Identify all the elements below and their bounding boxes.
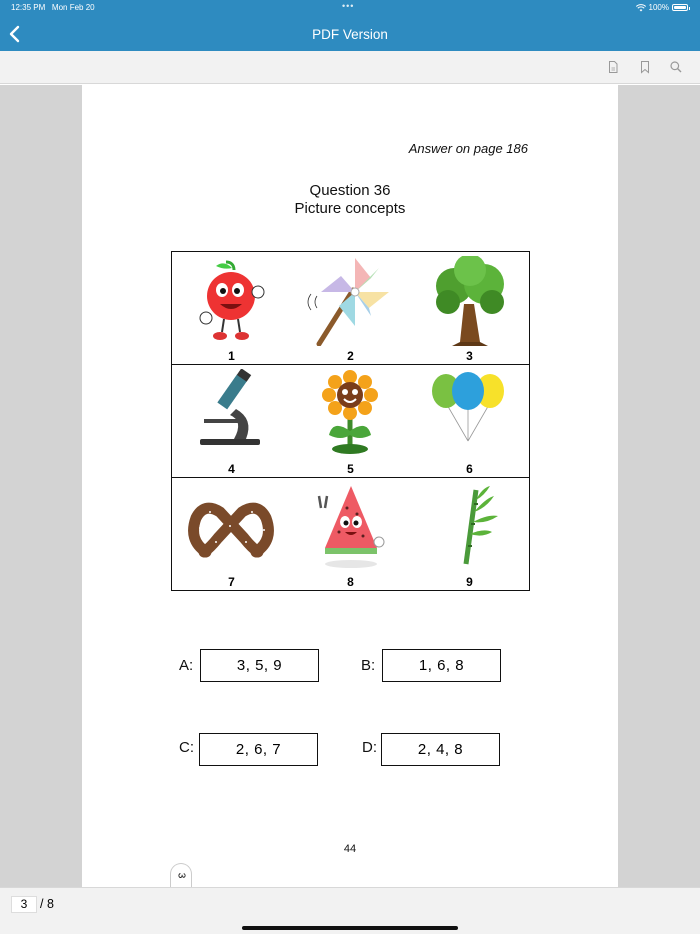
page-footer: [0, 887, 700, 934]
grid-row: [172, 252, 529, 365]
side-tab-label: 3: [175, 872, 187, 879]
grid-cell: [172, 252, 291, 365]
grid-cell: [291, 252, 410, 365]
grid-cell: [410, 365, 529, 478]
grid-row: [172, 478, 529, 591]
grid-cell: [172, 365, 291, 478]
wifi-icon: [636, 4, 646, 12]
cell-number: 7: [228, 575, 235, 589]
cell-number: 6: [466, 462, 473, 476]
grid-cell: [291, 478, 410, 591]
battery-percent: 100%: [648, 3, 669, 12]
tree-icon: [424, 256, 514, 346]
microscope-icon: [186, 369, 276, 459]
option-b-label: B:: [361, 657, 376, 674]
option-d-label: D:: [362, 739, 377, 756]
page-side-tab[interactable]: [170, 863, 192, 887]
picture-grid: [171, 251, 530, 591]
option-c-box[interactable]: 2, 6, 7: [199, 733, 318, 766]
cell-number: 5: [347, 462, 354, 476]
option-d-box[interactable]: 2, 4, 8: [381, 733, 500, 766]
pdf-page: [82, 85, 618, 887]
option-b-box[interactable]: 1, 6, 8: [382, 649, 501, 682]
question-subtitle: Picture concepts: [294, 200, 406, 217]
pinwheel-icon: [305, 256, 395, 346]
cell-number: 1: [228, 349, 235, 363]
page-number: 44: [343, 843, 357, 855]
option-a-label: A:: [179, 657, 194, 674]
document-icon[interactable]: [606, 60, 620, 74]
cell-number: 3: [466, 349, 473, 363]
toolbar: [0, 51, 700, 84]
cell-number: 8: [347, 575, 354, 589]
bamboo-icon: [424, 482, 514, 572]
cell-number: 9: [466, 575, 473, 589]
pdf-viewer[interactable]: [0, 85, 700, 887]
status-bar: [0, 0, 700, 16]
grid-cell: [410, 252, 529, 365]
grid-row: [172, 365, 529, 478]
balloons-icon: [424, 369, 514, 459]
bookmark-icon[interactable]: [638, 60, 652, 74]
question-number: Question 36: [309, 182, 391, 199]
battery-icon: [672, 4, 688, 11]
page-title: PDF Version: [312, 27, 388, 42]
grid-cell: [172, 478, 291, 591]
apple-icon: [186, 256, 276, 346]
search-icon[interactable]: [669, 60, 683, 74]
watermelon-icon: [305, 482, 395, 572]
answer-reference: Answer on page 186: [408, 141, 528, 156]
cell-number: 2: [347, 349, 354, 363]
navigation-bar: [0, 0, 700, 51]
status-right: [636, 3, 688, 12]
home-indicator[interactable]: [242, 926, 458, 930]
pretzel-icon: [186, 482, 276, 572]
cell-number: 4: [228, 462, 235, 476]
page-number-input[interactable]: 3: [11, 896, 37, 913]
multitask-dots[interactable]: •••: [342, 1, 355, 11]
page-total: / 8: [40, 897, 54, 911]
option-c-label: C:: [179, 739, 194, 756]
option-a-box[interactable]: 3, 5, 9: [200, 649, 319, 682]
grid-cell: [410, 478, 529, 591]
grid-cell: [291, 365, 410, 478]
sunflower-icon: [305, 369, 395, 459]
status-time: 12:35 PM Mon Feb 20: [11, 3, 95, 12]
question-heading: [82, 182, 618, 218]
